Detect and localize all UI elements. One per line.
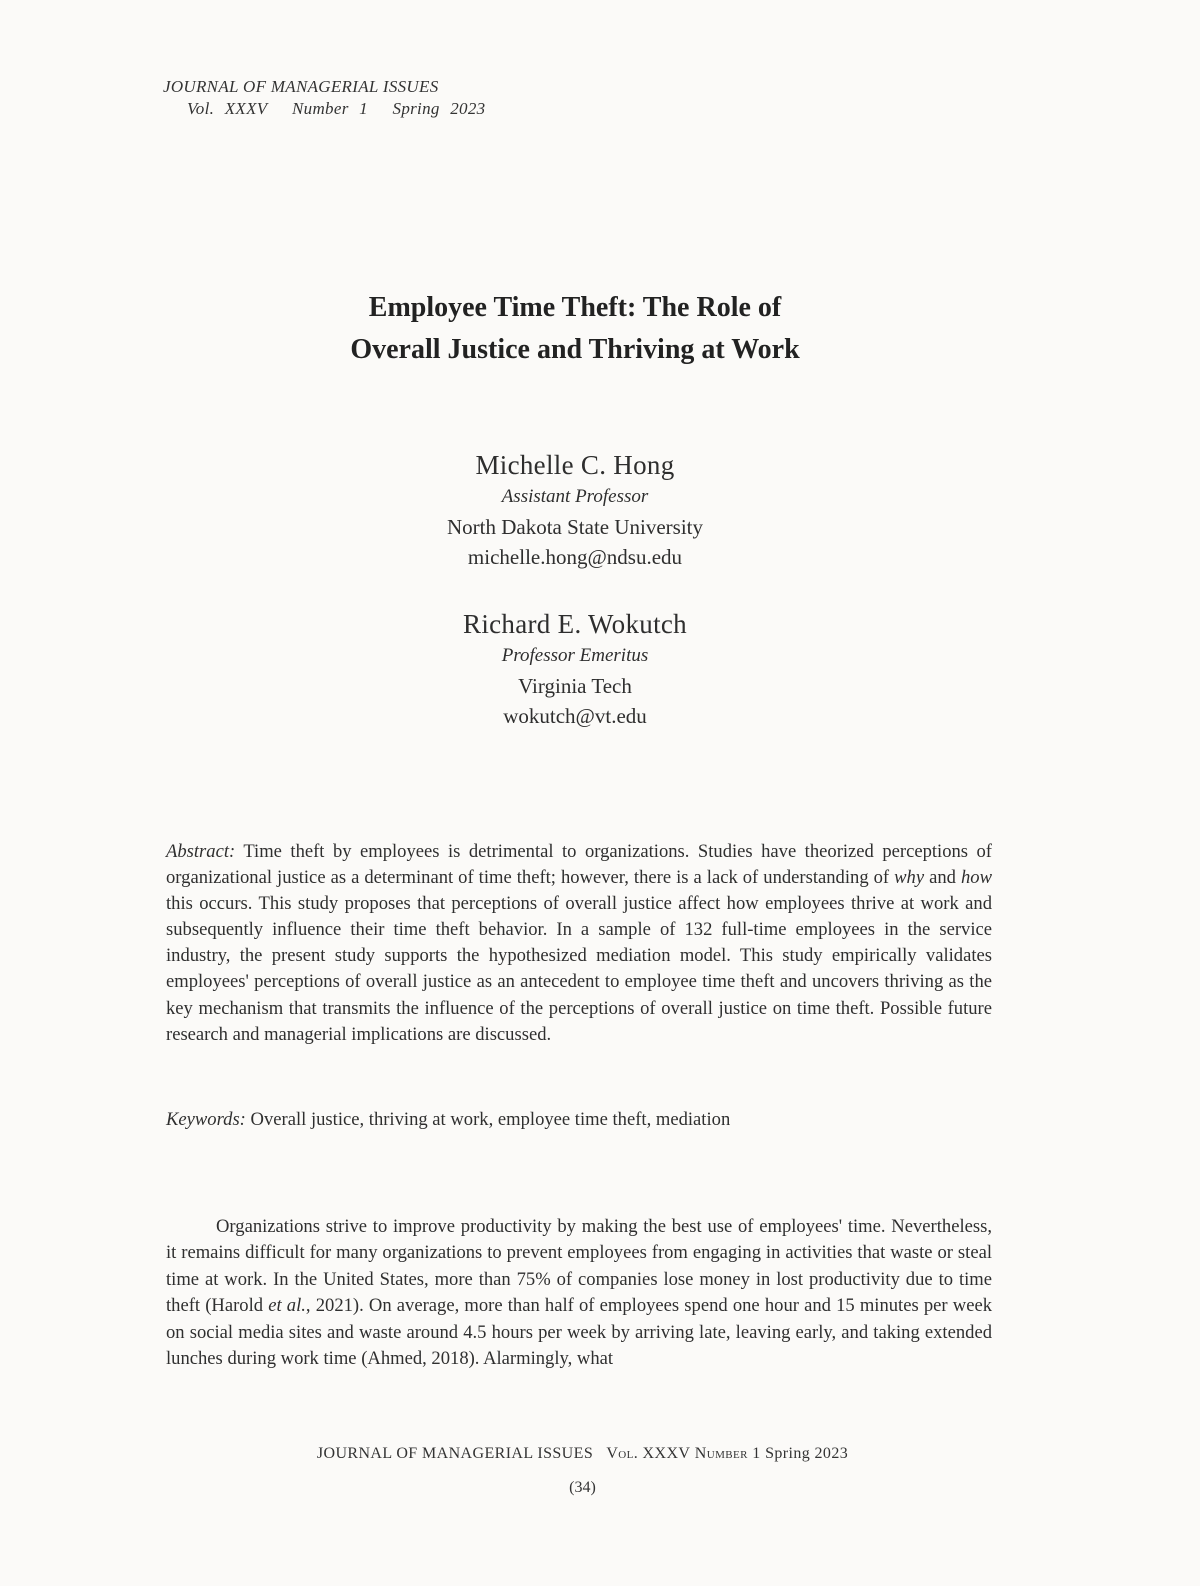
journal-number: Number 1: [292, 99, 368, 118]
keywords: [166, 1107, 992, 1133]
journal-volume: Vol. XXXV: [187, 99, 268, 118]
footer-journal: JOURNAL OF MANAGERIAL ISSUES: [316, 1445, 594, 1462]
abstract-text-1: Time theft by employees is detrimental to organizations. Studies have theorized perceptions of organizational justice as a determinant of time theft; however, there is a lack of understanding of: [166, 841, 992, 889]
body-text-1: Organizations strive to improve productivity by making the best use of employees' time. Nevertheless, it remains difficult for many organizations to prevent employees from engaging in activities that waste or steal time at work. In the United States, more than 75% of companies lose money in lost productivity due to time theft (Harold: [166, 1216, 992, 1317]
author-block-2: [0, 608, 1150, 732]
abstract-text-3: this occurs. This study proposes that perceptions of overall justice affect how employees thrive at work and subsequently influence their time theft behavior. In a sample of 132 full-time employees in the service industry, the present study supports the hypothesized mediation model. This study empirically validates employees' perceptions of overall justice as an antecedent to employee time theft and uncovers thriving as the key mechanism that transmits the influence of the perceptions of overall justice on time theft. Possible future research and managerial implications are discussed.: [166, 893, 992, 1045]
author-name: Michelle C. Hong: [475, 450, 675, 480]
author-affiliation: Virginia Tech: [518, 674, 632, 698]
footer-volume: Vol. XXXV: [606, 1445, 691, 1462]
author-email: michelle.hong@ndsu.edu: [467, 545, 683, 569]
title-line-1: Employee Time Theft: The Role of: [368, 292, 782, 323]
abstract-text-2: and: [929, 867, 956, 889]
footer-season: Spring 2023: [765, 1445, 849, 1462]
body-text-2: , 2021). On average, more than half of employees spend one hour and 15 minutes per week on social media sites and waste around 4.5 hours per week by arriving late, leaving early, and taking extended lunches during work time (Ahmed, 2018). Alarmingly, what: [166, 1295, 992, 1370]
footer-number: Number 1: [694, 1445, 761, 1462]
paper-title: [0, 287, 1150, 371]
body-paragraph: [166, 1214, 992, 1372]
author-block-1: [0, 449, 1150, 573]
journal-issue-line: [163, 98, 499, 120]
author-affiliation: North Dakota State University: [446, 515, 704, 539]
abstract-emphasis-how: how: [960, 867, 992, 889]
abstract: [166, 839, 992, 1048]
author-name: Richard E. Wokutch: [463, 609, 687, 639]
keywords-text: Overall justice, thriving at work, employee time theft, mediation: [250, 1109, 731, 1130]
author-role: Professor Emeritus: [501, 645, 649, 666]
title-line-2: Overall Justice and Thriving at Work: [350, 334, 800, 365]
author-role: Assistant Professor: [501, 486, 649, 507]
journal-season: Spring 2023: [392, 99, 486, 118]
page-number: (34): [569, 1479, 596, 1496]
page-footer: [0, 1443, 1165, 1465]
journal-name: JOURNAL OF MANAGERIAL ISSUES: [163, 77, 439, 96]
body-emphasis-et-al: et al.: [268, 1295, 306, 1317]
keywords-label: Keywords:: [166, 1109, 246, 1130]
journal-header: [163, 76, 499, 120]
abstract-label: Abstract:: [166, 841, 236, 862]
abstract-emphasis-why: why: [894, 867, 925, 889]
author-email: wokutch@vt.edu: [503, 704, 647, 728]
